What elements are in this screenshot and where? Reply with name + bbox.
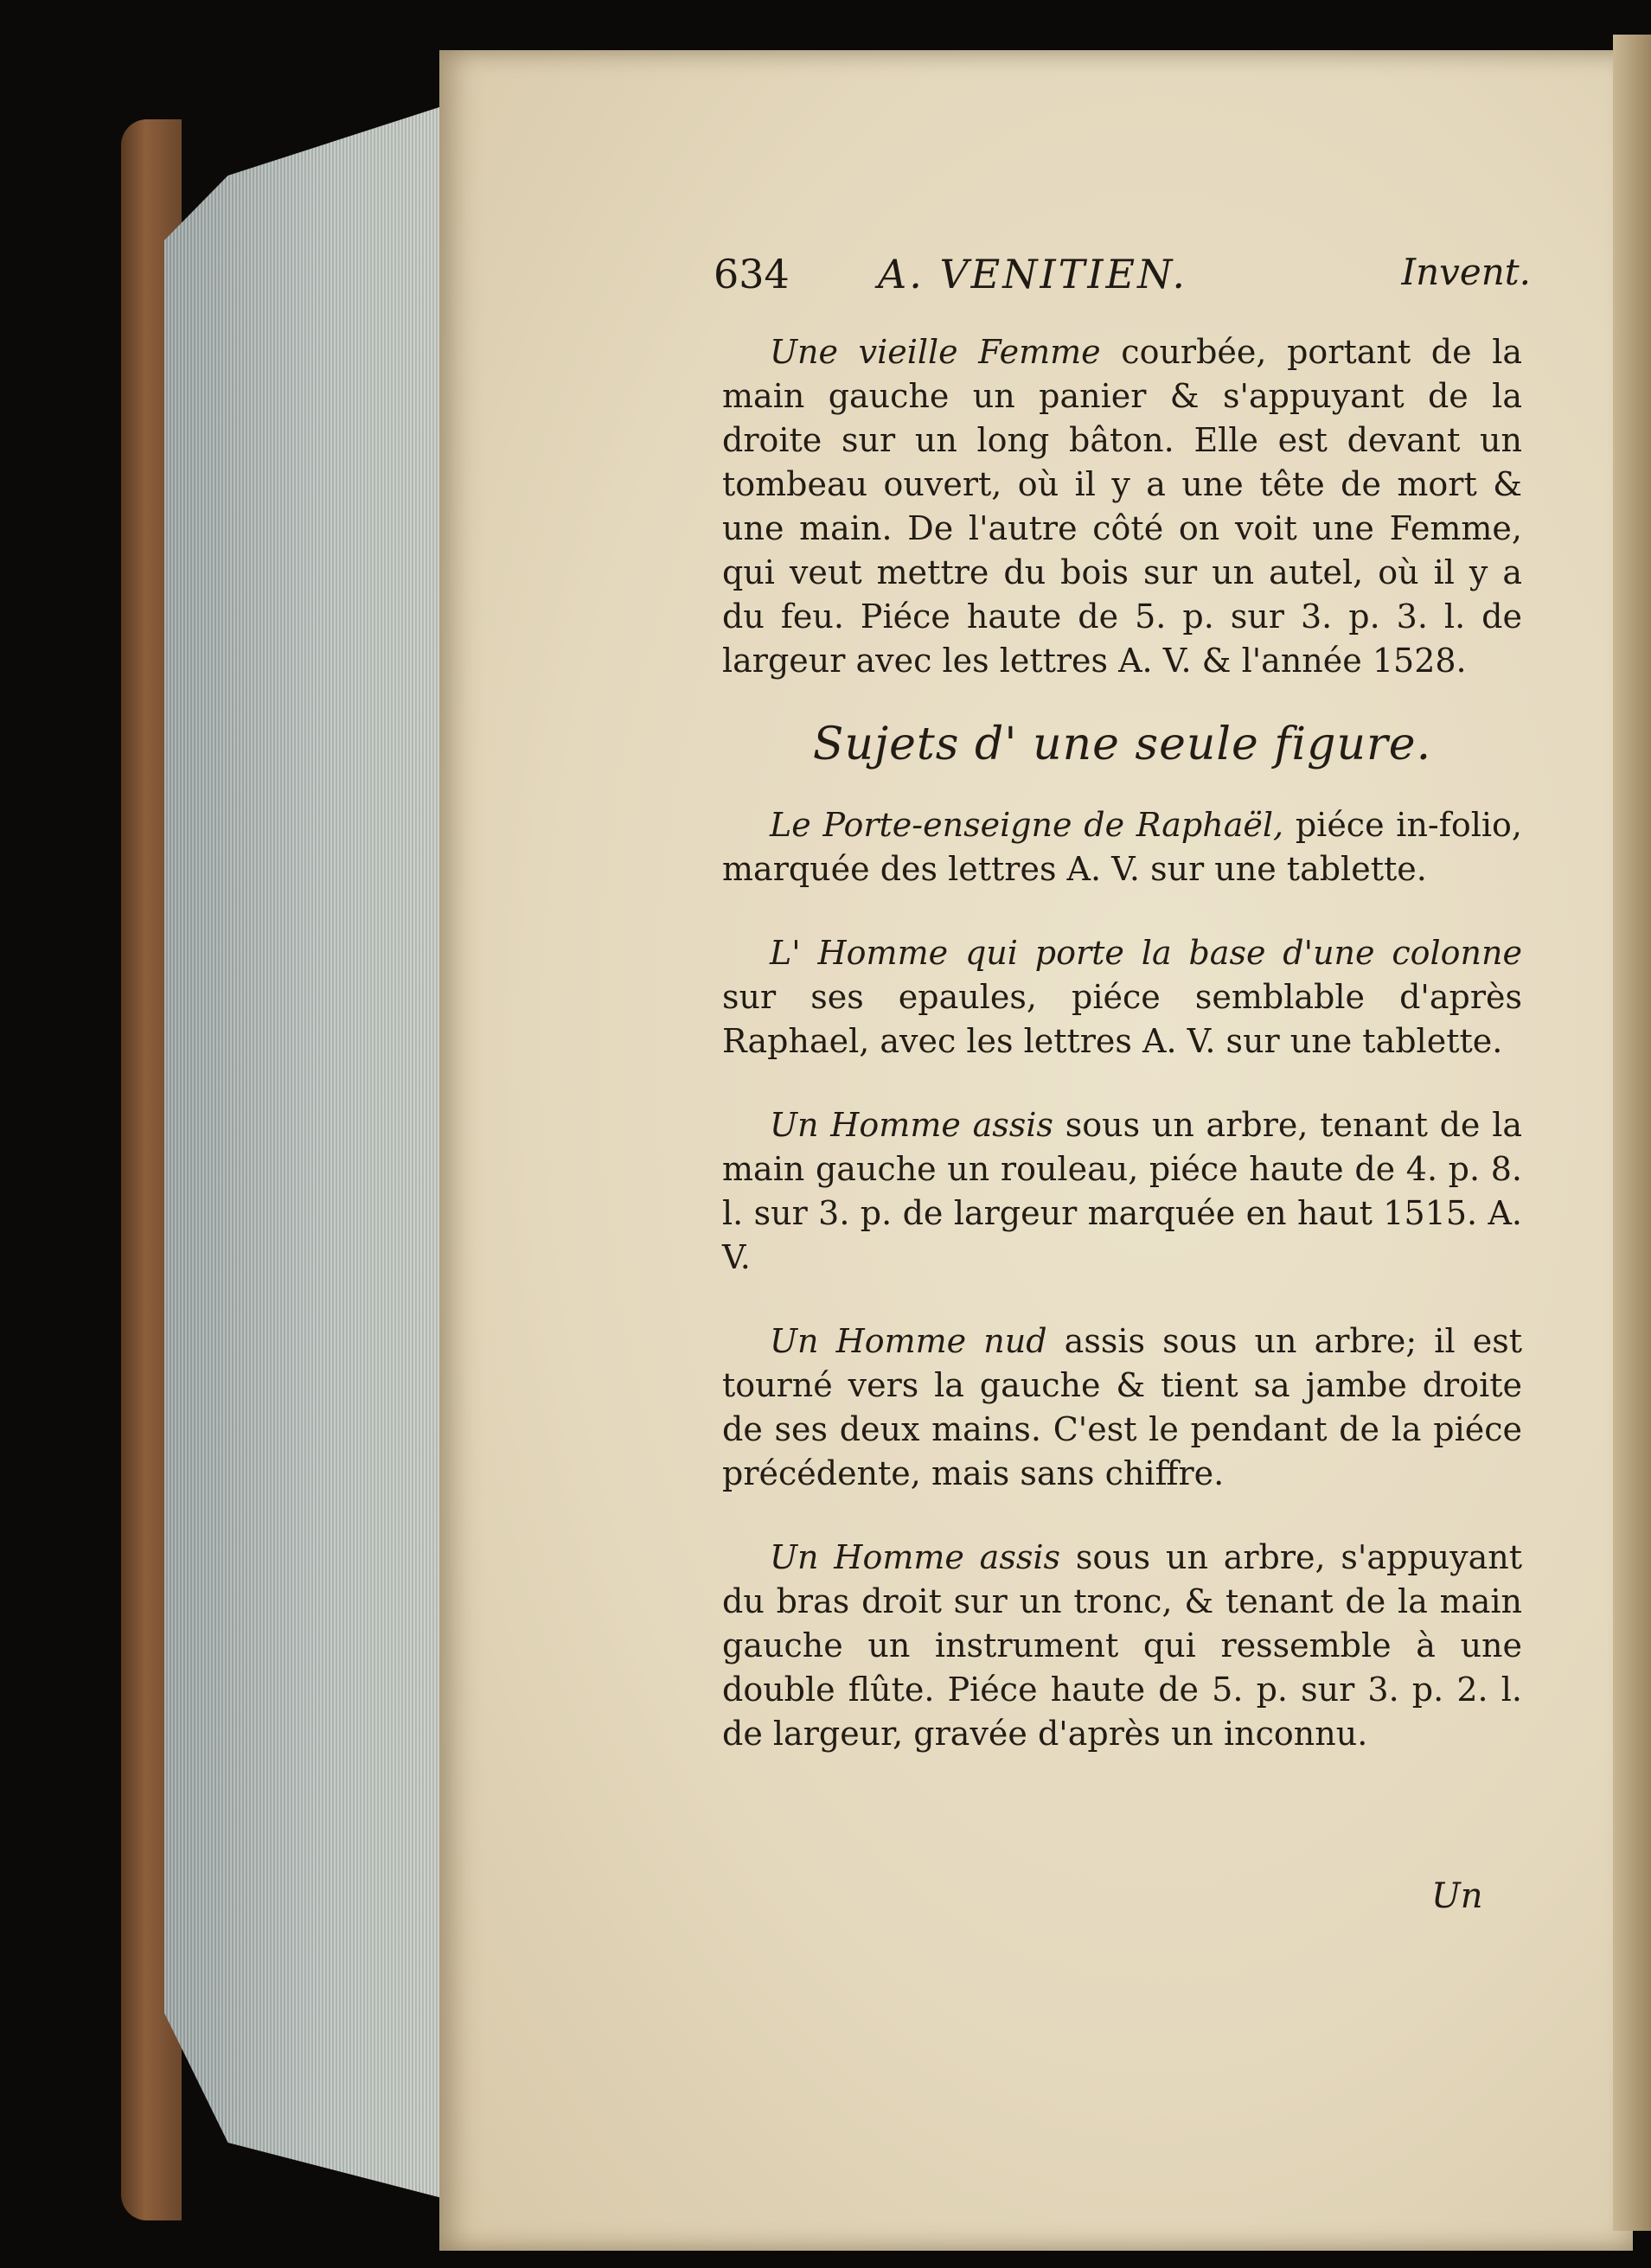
entry-lead: Un Homme nud <box>770 1322 1047 1360</box>
entry-text: sous un arbre, s'appuyant du bras droit sur un tronc, & tenant de la main gauche un instrument qui ressemble à une double flûte. Piéce haute de 5. p. sur 3. p. 2. l. de largeur, gravée d'après un inconnu. <box>722 1538 1522 1753</box>
entry-lead: Une vieille Femme <box>770 333 1101 371</box>
text-block <box>722 330 1522 1796</box>
facing-page-edge <box>1613 35 1651 2231</box>
entry-lead: Un Homme assis <box>770 1106 1053 1144</box>
catalog-entry <box>722 1103 1522 1280</box>
entry-text: sur ses epaules, piéce semblable d'après Raphael, avec les lettres A. V. sur une tablette. <box>722 978 1522 1060</box>
entry-text: courbée, portant de la main gauche un panier & s'appuyant de la droite sur un long bâton. Elle est devant un tombeau ouvert, où il y a une tête de mort & une main. De l'autre côté on voit une Femme, qui veut mettre du bois sur un autel, où il y a du feu. Piéce haute de 5. p. sur 3. p. 3. l. de largeur avec les lettres A. V. & l'année 1528. <box>722 333 1522 680</box>
running-head <box>714 251 1531 311</box>
running-section: Invent. <box>1401 251 1531 293</box>
catalog-entry <box>722 803 1522 891</box>
catalog-entry <box>722 1319 1522 1496</box>
entry-text: assis sous un arbre; il est tourné vers la gauche & tient sa jambe droite de ses deux mains. C'est le pendant de la piéce précédente, mais sans chiffre. <box>722 1322 1522 1492</box>
entry-lead: Un Homme assis <box>770 1538 1060 1576</box>
page-number: 634 <box>714 251 790 297</box>
catalog-entry <box>722 931 1522 1064</box>
running-title: A. VENITIEN. <box>878 251 1188 297</box>
entry-text: sous un arbre, tenant de la main gauche un rouleau, piéce haute de 4. p. 8. l. sur 3. p. de largeur marquée en haut 1515. A. V. <box>722 1106 1523 1276</box>
catalog-entry <box>722 330 1522 683</box>
entry-text: piéce in-folio, marquée des lettres A. V. sur une tablette. <box>722 806 1522 888</box>
catchword: Un <box>1431 1876 1483 1916</box>
section-heading: Sujets d' une seule figure. <box>812 719 1432 770</box>
entry-lead: L' Homme qui porte la base d'une colonne <box>770 934 1522 972</box>
entry-lead: Le Porte-enseigne de Raphaël, <box>770 806 1284 844</box>
catalog-entry <box>722 1536 1522 1756</box>
